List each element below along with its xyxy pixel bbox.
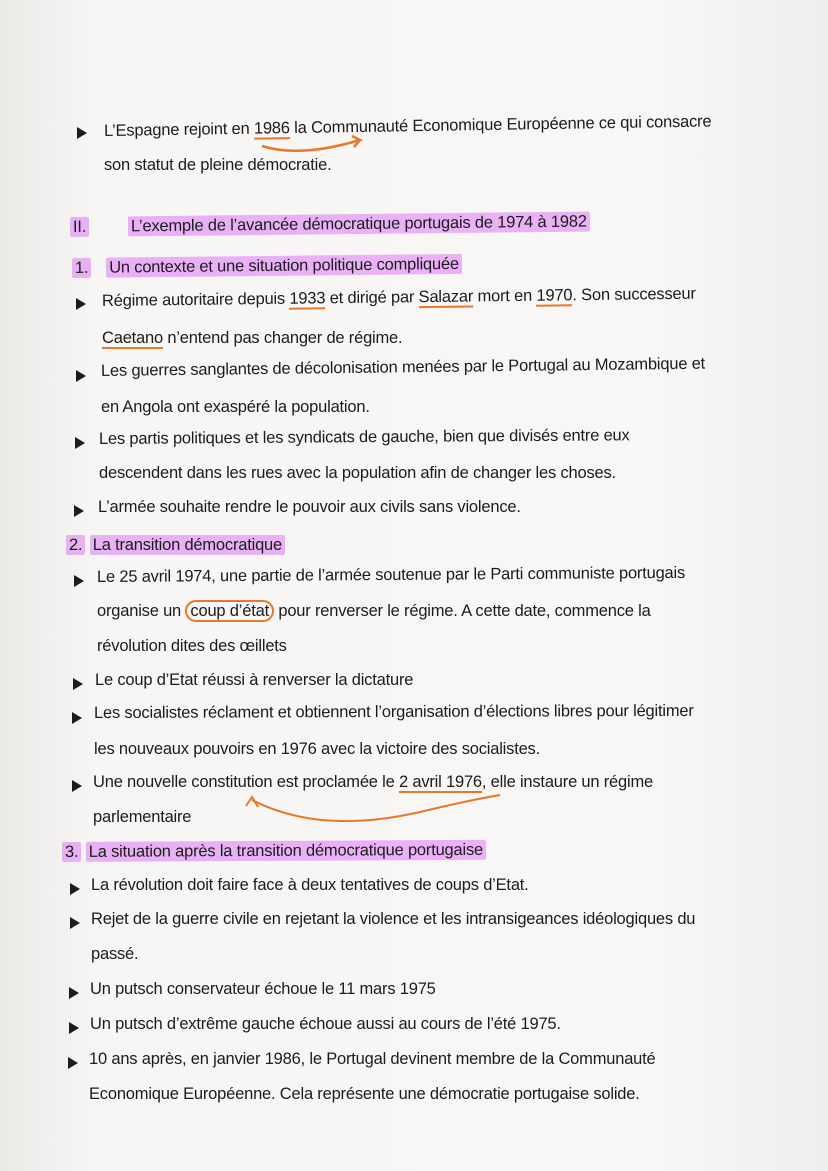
- bullet-25avril-cont2: révolution dites des œillets: [97, 637, 287, 655]
- year-1933: 1933: [289, 289, 326, 308]
- subsection-number: 3.: [62, 842, 81, 862]
- bullet-revolution: La révolution doit faire face à deux tentatives de coups d’Etat.: [91, 876, 529, 894]
- text: et dirigé par: [325, 288, 419, 308]
- text: , elle instaure un régime: [481, 773, 654, 791]
- bullet-25avril-cont: [97, 602, 651, 621]
- scanned-page: · L’Espagne rejoint en 1986 la Communauté Economique Européenne ce qui consacre son statut de pleine démocratie. II. L’exemple de l’avancée démocratique portugais de 1974 à 1982 1. Un contexte et une situation politique compliquée Régime autoritaire depuis 1933 et dirigé par Salazar mort en 1970. Son successeur Caetano n’entend pas changer de régime. Les guerres sanglantes de décolonisation menées par le Portugal au Mozambique et en Angola ont exaspéré la population. Les partis politiques et les syndicats de gauche, bien que divisés entre eux descendent dans les rues avec la population afin de changer les choses. L’armée souhaite rendre le pouvoir aux civils sans violence. 2. La transition démocratique Le 25 avril 1974, une partie de l’armée soutenue par le Parti communiste portugais organise un coup d’état pour renverser le régime. A cette date, commence la révolution dites des œillets Le coup d’Etat réussi à renverser la dictature Les socialistes réclament et obtiennent l’organisation d’élections libres pour légitimer les nouveaux pouvoirs en 1976 avec la victoire des socialistes. Une nouvelle constitution est proclamée le 2 avril 1976, elle instaure un régime parlementaire 3. La situation après la transition démocratique portugaise La révolution doit faire face à deux tentatives de coups d’Etat. Rejet de la guerre civile en rejetant la violence et les intransigeances idéologiques du passé. Un putsch conservateur échoue le 11 mars 1975 Un putsch d’extrême gauche échoue aussi au cours de l’été 1975. 10 ans après, en janvier 1986, le Portugal devinent membre de la Communauté Economique Européenne. Cela représente une démocratie portugaise solide.: [0, 0, 828, 1171]
- name-salazar: Salazar: [418, 287, 474, 307]
- name-caetano: Caetano: [102, 329, 163, 347]
- bullet-putsch-gauche: Un putsch d’extrême gauche échoue aussi au cours de l’été 1975.: [90, 1015, 561, 1033]
- arrow-constitution: [252, 795, 500, 821]
- bullet-10ans: 10 ans après, en janvier 1986, le Portugal devinent membre de la Communauté: [89, 1050, 656, 1068]
- bullet-putsch-conservateur: Un putsch conservateur échoue le 11 mars 1975: [90, 980, 436, 998]
- bullet-guerres-cont: en Angola ont exaspéré la population.: [101, 398, 370, 416]
- text: n’entend pas changer de régime.: [162, 329, 403, 347]
- bullet-socialistes: Les socialistes réclament et obtiennent l’organisation d’élections libres pour légitimer: [93, 701, 694, 722]
- subsection-3: [62, 841, 486, 862]
- section-title: L’exemple de l’avancée démocratique portugais de 1974 à 1982: [128, 212, 590, 237]
- date-2-avril-1976: 2 avril 1976: [399, 773, 482, 791]
- text: mort en: [473, 286, 537, 306]
- bullet-rejet-cont: passé.: [91, 945, 139, 963]
- year-1986: 1986: [253, 119, 290, 138]
- bullet-icon: [73, 678, 83, 690]
- bullet-constitution: [93, 773, 653, 792]
- bullet-10ans-cont: Economique Européenne. Cela représente une démocratie portugaise solide.: [89, 1085, 640, 1103]
- bullet-icon: [72, 712, 82, 724]
- subsection-title: Un contexte et une situation politique compliquée: [106, 254, 462, 278]
- bullet-armee: L’armée souhaite rendre le pouvoir aux civils sans violence.: [98, 498, 521, 516]
- bullet-icon: [74, 505, 84, 517]
- text: pour renverser le régime. A cette date, commence la: [273, 602, 651, 620]
- bullet-coup: Le coup d’Etat réussi à renverser la dictature: [95, 671, 414, 689]
- bullet-25avril: Le 25 avril 1974, une partie de l’armée soutenue par le Parti communiste portugais: [96, 563, 686, 586]
- bullet-socialistes-cont: les nouveaux pouvoirs en 1976 avec la victoire des socialistes.: [94, 740, 540, 758]
- bullet-partis: Les partis politiques et les syndicats de gauche, bien que divisés entre eux: [98, 426, 630, 448]
- bullet-icon: [75, 437, 85, 449]
- text: organise un: [97, 602, 186, 620]
- bullet-icon: [68, 1057, 78, 1069]
- subsection-2: [66, 536, 285, 555]
- bullet-icon: [70, 917, 80, 929]
- subsection-number: 1.: [72, 258, 92, 278]
- subsection-title: La transition démocratique: [90, 535, 285, 555]
- bullet-icon: [74, 575, 84, 587]
- text: Une nouvelle constitution est proclamée le: [93, 773, 399, 791]
- subsection-number: 2.: [66, 535, 85, 555]
- bullet-espagne-cont: son statut de pleine démocratie.: [104, 156, 332, 174]
- subsection-title: La situation après la transition démocratique portugaise: [86, 840, 486, 862]
- bullet-guerres: Les guerres sanglantes de décolonisation menées par le Portugal au Mozambique et: [100, 354, 706, 380]
- year-1970: 1970: [536, 286, 573, 305]
- bullet-icon: [70, 883, 80, 895]
- bullet-icon: [76, 370, 86, 382]
- bullet-icon: [72, 780, 82, 792]
- bullet-partis-cont: descendent dans les rues avec la population afin de changer les choses.: [99, 464, 616, 482]
- bullet-icon: [69, 987, 79, 999]
- bullet-regime-cont: [102, 329, 402, 348]
- text: . Son successeur: [572, 284, 696, 305]
- bullet-icon: [77, 127, 87, 139]
- bullet-rejet: Rejet de la guerre civile en rejetant la violence et les intransigeances idéologiques du: [91, 910, 696, 928]
- text: la Communauté Economique Européenne ce qui consacre: [289, 112, 712, 138]
- bullet-constitution-cont: parlementaire: [93, 808, 192, 826]
- text: L’Espagne rejoint en: [103, 119, 255, 140]
- coup-detat-circled: coup d’état: [185, 600, 274, 622]
- section-number: II.: [70, 217, 89, 237]
- bullet-icon: [69, 1022, 79, 1034]
- bullet-icon: [76, 298, 86, 310]
- text: Régime autoritaire depuis: [101, 289, 290, 310]
